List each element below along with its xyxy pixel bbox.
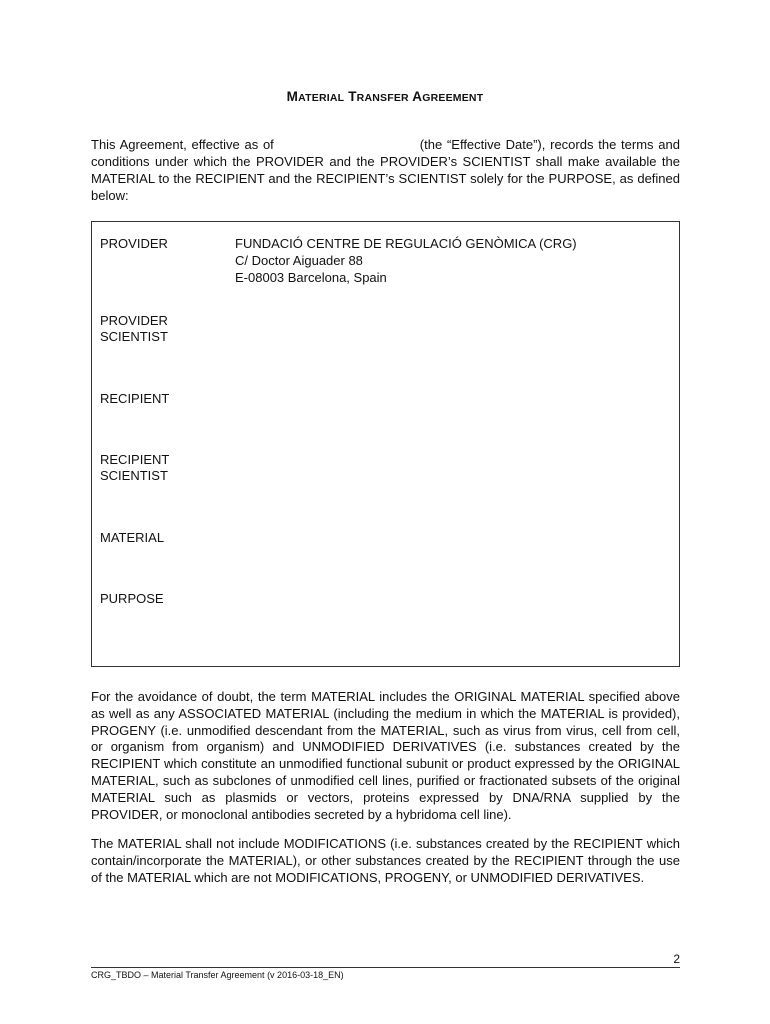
- provider-address: C/ Doctor Aiguader 88: [235, 253, 363, 268]
- title-word-1-cap: M: [286, 89, 299, 104]
- recipient-label: RECIPIENT: [100, 391, 170, 406]
- intro-part-2: (the “Effective Date”), records the terms and conditions under which the PROVIDER and the PROVIDER’s SCIENTIST shall make available the MATERIAL to the RECIPIENT and the RECIPIENT’s SCIENTIST solely for the PURPOSE, as defined below:: [91, 137, 680, 203]
- page-number: 2: [673, 952, 680, 966]
- recipient-scientist-label-1: RECIPIENT: [100, 452, 170, 467]
- title-word-3-rest: GREEMENT: [422, 92, 484, 104]
- document-title: [0, 89, 770, 104]
- material-definition-paragraph: For the avoidance of doubt, the term MATERIAL includes the ORIGINAL MATERIAL specified above as well as any ASSOCIATED MATERIAL (including the medium in which the MATERIAL is provided), PROGENY (i.e. unmodified descendant from the MATERIAL, such as virus from virus, cell from cell, or organism from organism) and UNMODIFIED DERIVATIVES (i.e. substances created by the RECIPIENT which constitute an unmodified functional subunit or product expressed by the ORIGINAL MATERIAL, such as subclones of unmodified cell lines, purified or fractionated subsets of the original MATERIAL such as plasmids or vectors, proteins expressed by DNA/RNA supplied by the PROVIDER, or monoclonal antibodies secreted by a hybridoma cell line).: [91, 689, 680, 822]
- title-word-2-rest: RANSFER: [356, 92, 409, 104]
- provider-scientist-label-2: SCIENTIST: [100, 329, 168, 344]
- footer-divider: [91, 967, 680, 968]
- provider-scientist-label-1: PROVIDER: [100, 313, 168, 328]
- provider-label: PROVIDER: [100, 236, 168, 251]
- provider-name: FUNDACIÓ CENTRE DE REGULACIÓ GENÒMICA (CRG): [235, 236, 577, 251]
- parties-table: [91, 221, 680, 667]
- material-label: MATERIAL: [100, 530, 165, 545]
- footer-text: CRG_TBDO – Material Transfer Agreement (v 2016-03-18_EN): [91, 970, 344, 980]
- provider-city: E-08003 Barcelona, Spain: [235, 270, 387, 285]
- title-word-2-cap: T: [348, 89, 357, 104]
- material-exclusions-paragraph: The MATERIAL shall not include MODIFICATIONS (i.e. substances created by the RECIPIENT which contain/incorporate the MATERIAL), or other substances created by the RECIPIENT through the use of the MATERIAL which are not MODIFICATIONS, PROGENY, or UNMODIFIED DERIVATIVES.: [91, 836, 680, 885]
- purpose-label: PURPOSE: [100, 591, 164, 606]
- intro-paragraph: [91, 136, 680, 204]
- title-word-1-rest: ATERIAL: [298, 92, 345, 104]
- title-word-3-cap: A: [412, 89, 423, 104]
- recipient-scientist-label-2: SCIENTIST: [100, 468, 168, 483]
- intro-part-1: This Agreement, effective as of: [91, 137, 274, 152]
